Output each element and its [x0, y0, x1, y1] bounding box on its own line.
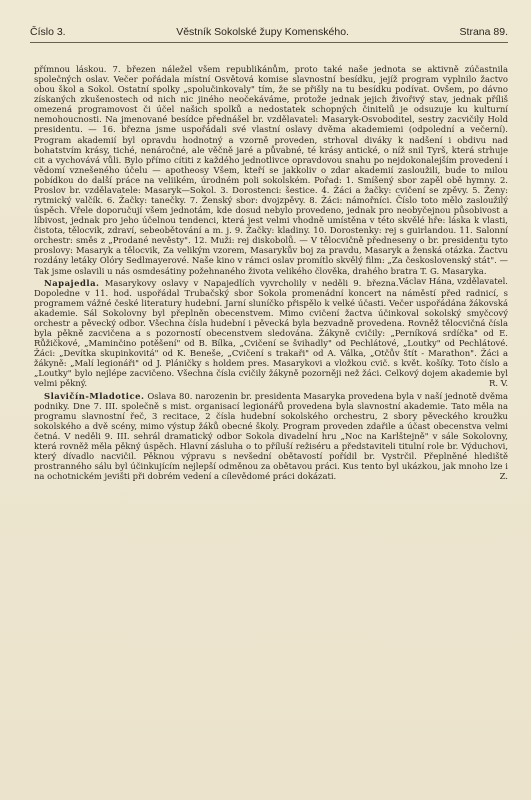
paragraph-3-text: Oslava 80. narozenin br. presidenta Masaryka provedena byla v naší jednotě dvěma podniky. Dne 7. III. společně s mist. organisací legionářů provedena byla slavnostní akademie. Tato měla na programu slavnostní řeč, 3 recitace, 2 čísla hudební sokolského orchestru, 2 sbory pěveckého kroužku sokolského a dvě scény, mimo výstup žáků obecné školy. Program proveden zdařile a účast obecenstva velmi četná. V neděli 9. III. sehrál dramatický odbor Sokola divadelní hru „Noc na Karlštejně" v sále Sokolovny, která rovněž měla pěkný úspěch. Hlavní zásluha o to příluší režiséru a představiteli titulní role br. Výduchovi, který dívadlo nacvičil. Pěknou výpravu s nevšední obětavostí pořídil br. Vystrčil. Přeplněné hlediště prostranného sálu byl účinkujícím nejlepší odměnou za obětavou práci. Kus tento byl ukázkou, jak mnoho lze i na ochotnickém jevišti při dobrém vedení a cílevědomé práci dokázati. [34, 390, 508, 482]
paragraph-3 [34, 391, 508, 482]
paragraph-1-signature: Václav Hána, vzdělavatel. [398, 275, 508, 286]
paragraph-2-signature: R. V. [488, 378, 508, 389]
paragraph-2-title: Napajedla. [44, 277, 100, 288]
issue-number: Číslo 3. [30, 26, 66, 38]
paragraph-2 [34, 275, 508, 389]
paragraph-3-signature: Z. [499, 471, 508, 482]
paragraph-2-text: Masarykovy oslavy v Napajedlích vyvrcholily v neděli 9. března. Dopoledne v 11. hod. uspořádal Trubačský sbor Sokola promenádní koncert na náměstí před radnicí, s programem vážné české literatury hudební. Jarní sluníčko přispělo k velké účasti. Večer uspořádána žákovská akademie. Sál Sokolovny byl přeplněn obecenstvem. Mimo cvičení žactva účinkoval sokolský smyčcový orchestr a pěvecký odbor. Všechna čísla hudební i pěvecká byla bezvadně provedena. Rovněž tělocvičná čísla byla pěkně zacvičena a s pozorností obecenstvem sledována. Žákyně cvičily: „Perníková srdíčka" od E. Růžičkové, „Maminčino potěšení" od B. Bílka, „Cvičení se švihadly" od Pechlátové, „Loutky" od Pechlátové. Žáci: „Devítka skupinkovitá" od K. Beneše, „Cvičení s trakaři" od A. Válka, „Otčův štít - Marathon". Žáci a žákyně: „Malí legionáři" od J. Pláničky s holdem pres. Masarykovi a vložkou cvič. s květ. košíky. Toto číslo a „Loutky" bylo nejlépe zacvičeno. Všechna čísla cvičily žákyně pozorněji než žáci. Celkový dojem akademie byl velmi pěkný. [34, 277, 508, 389]
article-body [34, 64, 508, 481]
paragraph-3-title: Slavičín-Mladotice. [44, 390, 145, 401]
header-rule [30, 42, 508, 43]
paragraph-1-text: přímnou láskou. 7. březen náležel všem republikánům, proto také naše jednota se aktivně zúčastnila společných oslav. Večer pořádala místní Osvětová komise slavnostní besídku, jejíž program vyplnilo žactvo obou škol a Sokol. Ostatní spolky „spolučinkovaly" tím, že se přišly na tu besídku podívat. Ovšem, po dávno získaných zkušenostech od nich nic jiného neočekáváme, protože jednak jejich živořivý stav, jednak příliš omezená programovost či účel našich spolků a nedostatek schopných činitelů je odsuzuje ku kulturní nemohoucnosti. Na jmenované besídce přednášel br. vzdělavatel: Masaryk-Osvoboditel, sestry zacvičily Hold presidentu. — 16. března jsme uspořádali své vlastní oslavy dvěma akademiemi (odpolední a večerní). Program akademií byl opravdu hodnotný a vzorně proveden, strhoval diváky k nadšení i obdivu nad bohatstvím krásy, tiché, nenáročné, ale věčně jaré a půvabné, té krásy antické, o níž snil Tyrš, která strhuje cit a vychovává vůli. Bylo přímo cítiti z každého jednotlivce opravdovou snahu po nejdokonalejším provedení i vědomí vznešeného účelu — apotheosy Všem, kteří se jakkoliv o zdar akademií zasloužili, bude to milou pobídkou do další práce na veliikém, úrodném poli sokolském. Pořad: 1. Smíšený sbor zapěl obě hymny. 2. Proslov br. vzdělavatele: Masaryk—Sokol. 3. Dorostenci: šestice. 4. Žáci a žačky: cvičení se zpěvy. 5. Ženy: rytmický valčík. 6. Žačky: tanečky. 7. Ženský sbor: dvojzpěvy. 8. Žáci: námořníci. Číslo toto mělo zasloužilý úspěch. Vřele doporučují všem jednotám, kde dosud nebylo provedeno, jednak pro neobyčejnou působivost a líbivost, jednak pro jeho účelnou tendenci, která jest velmi vhodně umístěna v této skvělé hře: láska k vlasti, čistota, tělocvik, zdraví, sebeobětování a m. j. 9. Žačky: kladiny. 10. Dorostenky: rej s guirlandou. 11. Salonní orchestr: směs z „Prodané nevěsty". 12. Muži: rej diskobolů. — V tělocvičně předneseny o br. presidentu tyto proslovy: Masaryk a tělocvik, Za velikým vzorem, Masarykův boj za pravdu, Masaryk a ženská otázka. Žactvu rozdány letáky Olóry Sedlmayerové. Naše kino v rámci oslav promítlo skvělý film: „Za československý stát". — Tak jsme oslavili u nás osmdesátiny požehnaného života velikého člověka, drahého bratra T. G. Masaryka. [34, 64, 508, 276]
page-number: Strana 89. [459, 26, 508, 38]
journal-title: Věstník Sokolské župy Komenského. [176, 26, 349, 38]
running-header [30, 26, 508, 38]
